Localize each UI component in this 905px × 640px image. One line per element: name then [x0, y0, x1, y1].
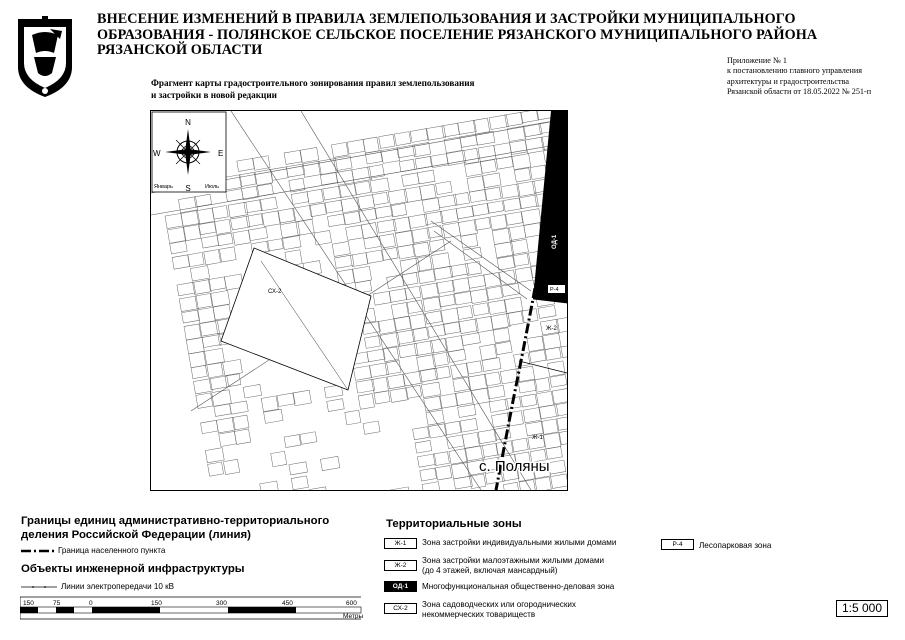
zone-label-od1: ОД-1: [552, 234, 558, 249]
zone-label-sx2: СХ-2: [268, 289, 282, 295]
scale-tick: 150: [151, 600, 162, 607]
scale-tick: 0: [89, 600, 93, 607]
zone-label-zh2: Ж-2: [546, 326, 557, 332]
zone-desc-sx2: [422, 600, 576, 619]
settlement-label: с. Поляны: [479, 458, 550, 475]
scale-ratio: 1:5 000: [836, 600, 888, 617]
zone-desc-line: Зона садоводческих или огороднических: [422, 600, 576, 609]
legend-heading-line: деления Российской Федерации (линия): [21, 528, 251, 541]
zone-label-zh1: Ж-1: [532, 435, 543, 441]
scale-tick: 75: [53, 600, 61, 607]
appendix-line: Рязанской области от 18.05.2022 № 251-п: [727, 87, 872, 97]
zone-swatch-zh2: Ж-2: [384, 560, 417, 571]
zone-desc-line: Зона застройки малоэтажными жилыми домами: [422, 556, 605, 565]
zone-desc-zh1: [422, 538, 616, 548]
appendix-line: архитектуры и градостроительства: [727, 76, 849, 86]
legend-zones-heading: Территориальные зоны: [386, 518, 522, 530]
power-line-symbol: [21, 584, 57, 590]
zone-desc-r4: [699, 541, 771, 551]
map-subtitle: [151, 78, 571, 101]
scale-tick: 450: [282, 600, 293, 607]
scale-tick: 600: [346, 600, 357, 607]
zone-desc-line: Многофункциональная общественно-деловая зона: [422, 582, 615, 591]
zone-desc-line: (до 4 этажей, включая мансардный): [422, 565, 558, 575]
zone-swatch-zh1: Ж-1: [384, 538, 417, 549]
scale-bar: [20, 596, 372, 620]
sx2-zone-outline: [221, 248, 371, 390]
zone-swatch-sx2: СХ-2: [384, 603, 417, 614]
zone-label-r4: Р-4: [550, 287, 559, 293]
compass-west: W: [153, 149, 161, 158]
compass-south: S: [185, 184, 191, 193]
title-line: ОБРАЗОВАНИЯ - ПОЛЯНСКОЕ СЕЛЬСКОЕ ПОСЕЛЕНИЕ РЯЗАНСКОГО МУНИЦИПАЛЬНОГО РАЙОНА: [97, 26, 818, 43]
zone-swatch-r4: Р-4: [661, 539, 694, 550]
subtitle-line: Фрагмент карты градостроительного зонирования правил землепользования: [151, 78, 475, 88]
scale-tick: 300: [216, 600, 227, 607]
zone-swatch-od1: ОД-1: [384, 581, 417, 592]
appendix-line: к постановлению главного управления: [727, 66, 863, 76]
appendix-note: [727, 56, 902, 98]
settlement-boundary-symbol: [21, 548, 57, 554]
compass-january: Январь: [154, 184, 173, 190]
subtitle-line: и застройки в новой редакции: [151, 89, 277, 100]
title-line: ВНЕСЕНИЕ ИЗМЕНЕНИЙ В ПРАВИЛА ЗЕМЛЕПОЛЬЗОВАНИЯ И ЗАСТРОЙКИ МУНИЦИПАЛЬНОГО: [97, 11, 796, 27]
zone-desc-line: некоммерческих товариществ: [422, 609, 536, 619]
zoning-map-fragment: [150, 110, 568, 491]
legend-infra-heading: Объекты инженерной инфраструктуры: [21, 563, 245, 575]
zone-desc-zh2: [422, 556, 604, 575]
compass-july: Июль: [205, 184, 220, 190]
legend-admin-heading: [21, 515, 371, 542]
zone-desc-od1: [422, 582, 614, 592]
document-title: [97, 12, 867, 59]
map-canvas: [151, 111, 567, 490]
legend-settlement-boundary: Граница населенного пункта: [58, 546, 166, 555]
coat-of-arms-emblem: [14, 13, 76, 101]
scale-tick: 150: [23, 600, 34, 607]
title-line: РЯЗАНСКОЙ ОБЛАСТИ: [97, 42, 263, 58]
legend-heading-line: Границы единиц административно-территориального: [21, 515, 330, 527]
zone-desc-line: Лесопарковая зона: [699, 541, 772, 550]
legend-power-line: Линии электропередачи 10 кВ: [61, 582, 175, 591]
scale-unit: Метры: [343, 613, 364, 620]
appendix-line: Приложение № 1: [727, 56, 787, 65]
zone-desc-line: Зона застройки индивидуальными жилыми домами: [422, 538, 617, 547]
compass-east: E: [218, 149, 224, 158]
compass-north: N: [185, 118, 191, 127]
